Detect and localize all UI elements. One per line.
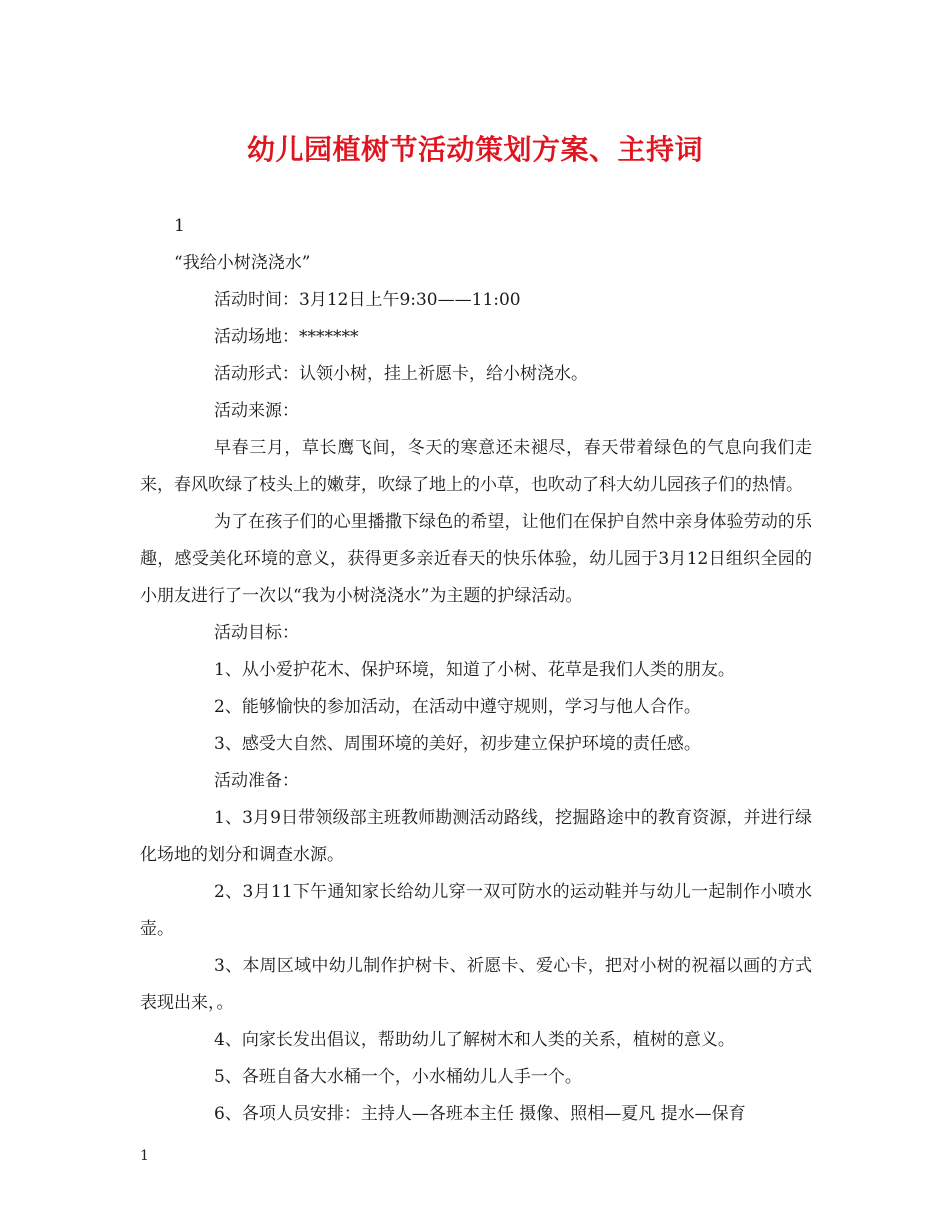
page-number: 1 <box>140 1148 149 1164</box>
source-paragraph-2: 为了在孩子们的心里播撒下绿色的希望，让他们在保护自然中亲身体验劳动的乐趣，感受美化环境的意义，获得更多亲近春天的快乐体验，幼儿园于3月12日组织全园的小朋友进行了一次以“我为小树浇浇水”为主题的护绿活动。 <box>140 512 812 606</box>
prep-heading: 活动准备： <box>214 771 299 791</box>
source-paragraph-1: 早春三月，草长鹰飞间，冬天的寒意还未褪尽，春天带着绿色的气息向我们走来，春风吹绿了枝头上的嫩芽，吹绿了地上的小草，也吹动了科大幼儿园孩子们的热情。 <box>140 438 812 495</box>
section-number: 1 <box>174 216 185 236</box>
prep-item: 6、各项人员安排：主持人—各班本主任 摄像、照相—夏凡 提水—保育 <box>214 1104 746 1124</box>
prep-item: 3、本周区域中幼儿制作护树卡、祈愿卡、爱心卡，把对小树的祝福以画的方式表现出来，。 <box>140 956 812 1013</box>
prep-item: 1、3月9日带领级部主班教师勘测活动路线，挖掘路途中的教育资源，并进行绿化场地的划分和调查水源。 <box>140 808 812 865</box>
goals-heading: 活动目标： <box>214 623 299 643</box>
activity-time: 活动时间：3月12日上午9:30——11:00 <box>214 290 521 310</box>
prep-item: 2、3月11下午通知家长给幼儿穿一双可防水的运动鞋并与幼儿一起制作小喷水壶。 <box>140 882 812 939</box>
goal-item: 1、从小爱护花木、保护环境，知道了小树、花草是我们人类的朋友。 <box>214 660 735 680</box>
goal-item: 2、能够愉快的参加活动，在活动中遵守规则，学习与他人合作。 <box>214 697 701 717</box>
document-title: 幼儿园植树节活动策划方案、主持词 <box>246 133 703 166</box>
activity-venue: 活动场地：******* <box>214 327 359 347</box>
prep-item: 5、各班自备大水桶一个，小水桶幼儿人手一个。 <box>214 1067 582 1087</box>
prep-item: 4、向家长发出倡议，帮助幼儿了解树木和人类的关系，植树的意义。 <box>214 1030 735 1050</box>
source-heading: 活动来源： <box>214 401 299 421</box>
activity-form: 活动形式：认领小树，挂上祈愿卡，给小树浇水。 <box>214 364 588 384</box>
goal-item: 3、感受大自然、周围环境的美好，初步建立保护环境的责任感。 <box>214 734 701 754</box>
activity-subtitle: “我给小树浇浇水” <box>174 253 311 273</box>
document-body <box>140 208 812 1133</box>
